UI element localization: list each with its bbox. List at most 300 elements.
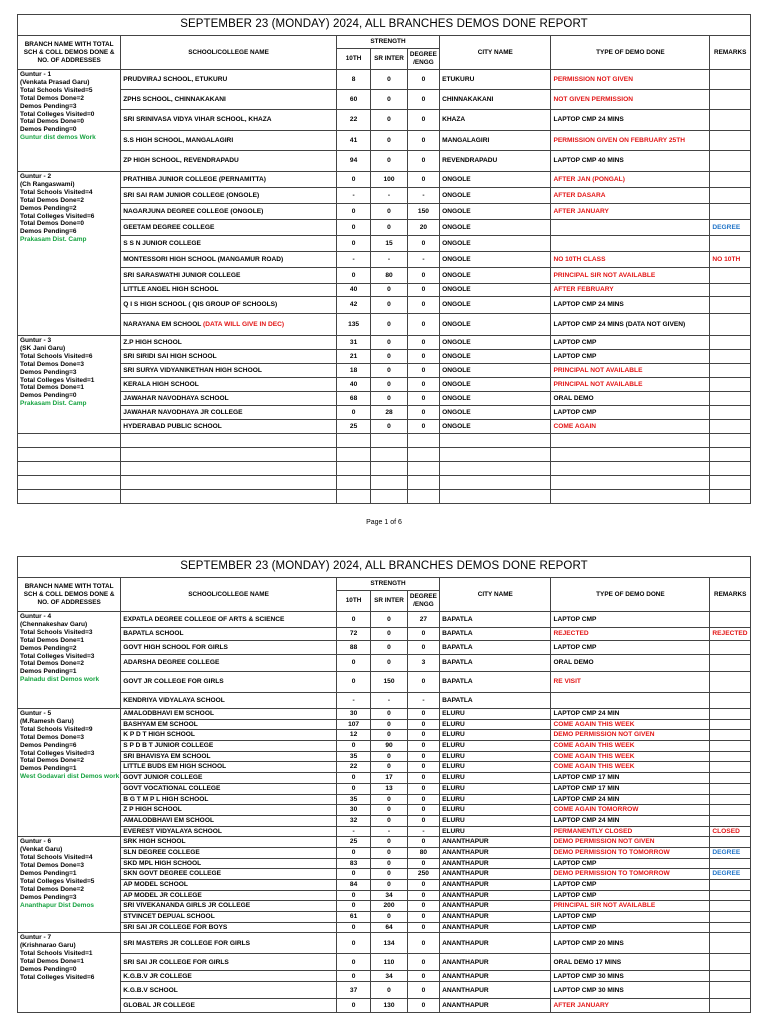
- sr-inter-count: 0: [371, 794, 407, 805]
- empty-row: [18, 462, 751, 476]
- table-row: [18, 336, 751, 350]
- school-name-cell: [121, 70, 337, 90]
- remarks: [710, 730, 751, 741]
- branch-summary-line: Total Colleges Visited=6: [20, 973, 95, 981]
- sr-inter-count: 28: [371, 406, 407, 420]
- city-name: CHINNAKAKANI: [440, 90, 551, 110]
- sr-inter-count: 0: [371, 284, 407, 297]
- demo-type: LAPTOP CMP: [551, 350, 710, 364]
- sr-inter-count: 100: [371, 172, 407, 188]
- sr-inter-count: 0: [371, 90, 407, 110]
- empty-cell: [18, 462, 121, 476]
- school-name: JAWAHAR NAVODHAYA SCHOOL: [123, 394, 229, 402]
- sr-inter-count: -: [371, 188, 407, 204]
- school-name-note: (DATA WILL GIVE IN DEC): [201, 320, 285, 328]
- branch-summary-line: Demos Pending=3: [20, 893, 77, 901]
- degree-count: 80: [407, 847, 439, 858]
- demo-type: LAPTOP CMP 20 MINS: [551, 933, 710, 954]
- demo-type: PRINCIPAL NOT AVAILABLE: [551, 364, 710, 378]
- city-name: ELURU: [440, 783, 551, 794]
- degree-count: 0: [407, 933, 439, 954]
- city-name: ANANTHAPUR: [440, 954, 551, 971]
- city-name: BAPATLA: [440, 612, 551, 628]
- branch-summary-line: Total Demos Done=0: [20, 220, 84, 228]
- tenth-count: 31: [336, 336, 370, 350]
- empty-cell: [440, 476, 551, 490]
- demo-type: NO 10TH CLASS: [551, 252, 710, 268]
- table-row: [18, 971, 751, 982]
- table-row: [18, 794, 751, 805]
- table-row: [18, 858, 751, 869]
- city-name: MANGALAGIRI: [440, 131, 551, 151]
- sr-inter-count: 200: [371, 901, 407, 912]
- remarks: [710, 110, 751, 131]
- school-name-cell: [121, 826, 337, 837]
- degree-count: 0: [407, 641, 439, 655]
- sr-inter-count: 0: [371, 204, 407, 220]
- city-name: ONGOLE: [440, 252, 551, 268]
- degree-count: 0: [407, 236, 439, 252]
- tenth-count: 30: [336, 805, 370, 816]
- city-name: ONGOLE: [440, 314, 551, 336]
- header-demo: TYPE OF DEMO DONE: [551, 36, 710, 70]
- table-row: [18, 693, 751, 709]
- school-name-cell: [121, 364, 337, 378]
- demo-type: COME AGAIN THIS WEEK: [551, 741, 710, 752]
- sr-inter-count: 0: [371, 762, 407, 773]
- tenth-count: 0: [336, 204, 370, 220]
- branch-note: Prakasam Dist. Camp: [20, 236, 87, 244]
- school-name: S.S HIGH SCHOOL, MANGALAGIRI: [123, 136, 234, 144]
- degree-count: 0: [407, 971, 439, 982]
- city-name: BAPATLA: [440, 672, 551, 693]
- branch-summary-line: Demos Pending=0: [20, 392, 77, 400]
- branch-summary: [18, 837, 121, 933]
- demo-type: ORAL DEMO: [551, 392, 710, 406]
- school-name: KENDRIYA VIDYALAYA SCHOOL: [123, 696, 225, 704]
- school-name-cell: [121, 336, 337, 350]
- city-name: ANANTHAPUR: [440, 847, 551, 858]
- demo-type: LAPTOP CMP 24 MIN: [551, 794, 710, 805]
- degree-count: 0: [407, 954, 439, 971]
- degree-count: 0: [407, 314, 439, 336]
- branch-summary-line: Total Schools Visited=5: [20, 86, 93, 94]
- tenth-count: 0: [336, 901, 370, 912]
- branch-summary-line: Guntur - 7: [20, 934, 52, 942]
- tenth-count: 30: [336, 709, 370, 720]
- branch-summary-line: Total Demos Done=1: [20, 636, 84, 644]
- demo-type: LAPTOP CMP 17 MIN: [551, 773, 710, 784]
- empty-cell: [18, 476, 121, 490]
- empty-cell: [551, 434, 710, 448]
- tenth-count: 0: [336, 971, 370, 982]
- degree-count: 0: [407, 350, 439, 364]
- remarks: DEGREE: [710, 869, 751, 880]
- degree-count: 0: [407, 730, 439, 741]
- demo-type: AFTER JANUARY: [551, 204, 710, 220]
- tenth-count: 135: [336, 314, 370, 336]
- empty-row: [18, 434, 751, 448]
- sr-inter-count: 0: [371, 612, 407, 628]
- school-name: SRI SARASWATHI JUNIOR COLLEGE: [123, 271, 241, 279]
- table-row: [18, 406, 751, 420]
- branch-summary-line: Total Demos Done=2: [20, 885, 84, 893]
- degree-count: 3: [407, 655, 439, 672]
- degree-count: 0: [407, 110, 439, 131]
- demo-type: PRINCIPAL SIR NOT AVAILABLE: [551, 268, 710, 284]
- report-table-page-2: [17, 556, 751, 1013]
- branch-summary-line: Demos Pending=1: [20, 765, 77, 773]
- remarks: [710, 805, 751, 816]
- header-demo: TYPE OF DEMO DONE: [551, 578, 710, 612]
- school-name-cell: [121, 612, 337, 628]
- tenth-count: 35: [336, 794, 370, 805]
- city-name: ELURU: [440, 773, 551, 784]
- empty-cell: [18, 448, 121, 462]
- table-row: [18, 999, 751, 1013]
- city-name: ONGOLE: [440, 336, 551, 350]
- branch-summary-line: Total Demos Done=1: [20, 384, 84, 392]
- remarks: [710, 751, 751, 762]
- remarks: [710, 762, 751, 773]
- sr-inter-count: 0: [371, 880, 407, 891]
- demo-type: PRINCIPAL NOT AVAILABLE: [551, 378, 710, 392]
- header-school: SCHOOL/COLLEGE NAME: [121, 578, 337, 612]
- table-row: [18, 869, 751, 880]
- degree-count: 0: [407, 268, 439, 284]
- degree-count: 0: [407, 880, 439, 891]
- branch-summary-line: Demos Pending=0: [20, 126, 77, 134]
- school-name-cell: [121, 999, 337, 1013]
- demo-type: AFTER DASARA: [551, 188, 710, 204]
- school-name-cell: [121, 90, 337, 110]
- city-name: ANANTHAPUR: [440, 999, 551, 1013]
- tenth-count: 83: [336, 858, 370, 869]
- remarks: [710, 378, 751, 392]
- demo-type: [551, 693, 710, 709]
- school-name: AP MODEL JR COLLEGE: [123, 891, 202, 899]
- tenth-count: 0: [336, 672, 370, 693]
- degree-count: 0: [407, 773, 439, 784]
- remarks: [710, 151, 751, 172]
- branch-summary: [18, 172, 121, 336]
- remarks: [710, 297, 751, 314]
- school-name: SKN GOVT DEGREE COLLEGE: [123, 870, 222, 878]
- school-name-cell: [121, 730, 337, 741]
- school-name: SRI SRINIVASA VIDYA VIHAR SCHOOL, KHAZA: [123, 116, 272, 124]
- branch-note: Prakasam Dist. Camp: [20, 400, 87, 408]
- remarks: [710, 773, 751, 784]
- branch-note: Guntur dist demos Work: [20, 134, 96, 142]
- school-name: SRI SAI JR COLLEGE FOR GIRLS: [123, 958, 229, 966]
- school-name-cell: [121, 805, 337, 816]
- remarks: [710, 890, 751, 901]
- sr-inter-count: 0: [371, 131, 407, 151]
- branch-summary-line: Guntur - 5: [20, 710, 52, 717]
- school-name: Z P HIGH SCHOOL: [123, 806, 182, 814]
- remarks: [710, 815, 751, 826]
- demo-type: LAPTOP CMP: [551, 912, 710, 923]
- remarks: [710, 188, 751, 204]
- sr-inter-count: 110: [371, 954, 407, 971]
- empty-cell: [407, 448, 439, 462]
- branch-summary-line: Demos Pending=1: [20, 869, 77, 877]
- city-name: ELURU: [440, 762, 551, 773]
- branch-summary-line: Total Schools Visited=4: [20, 854, 93, 862]
- degree-count: 0: [407, 912, 439, 923]
- table-row: [18, 912, 751, 923]
- degree-count: 0: [407, 982, 439, 999]
- degree-count: 0: [407, 741, 439, 752]
- demo-type: NOT GIVEN PERMISSION: [551, 90, 710, 110]
- sr-inter-count: 80: [371, 268, 407, 284]
- remarks: [710, 858, 751, 869]
- city-name: BAPATLA: [440, 641, 551, 655]
- demo-type: LAPTOP CMP 24 MIN: [551, 709, 710, 720]
- degree-count: 250: [407, 869, 439, 880]
- school-name-cell: [121, 901, 337, 912]
- school-name-cell: [121, 284, 337, 297]
- school-name-cell: [121, 131, 337, 151]
- tenth-count: 88: [336, 641, 370, 655]
- remarks: [710, 837, 751, 848]
- school-name-cell: [121, 847, 337, 858]
- sr-inter-count: 0: [371, 220, 407, 236]
- sr-inter-count: 0: [371, 847, 407, 858]
- school-name: BAPATLA SCHOOL: [123, 630, 184, 638]
- degree-count: 0: [407, 783, 439, 794]
- city-name: ONGOLE: [440, 284, 551, 297]
- degree-count: 0: [407, 719, 439, 730]
- city-name: ANANTHAPUR: [440, 890, 551, 901]
- branch-summary-line: Demos Pending=2: [20, 644, 77, 652]
- empty-cell: [710, 476, 751, 490]
- sr-inter-count: 15: [371, 236, 407, 252]
- remarks: [710, 612, 751, 628]
- remarks: [710, 70, 751, 90]
- tenth-count: 0: [336, 847, 370, 858]
- demo-type: [551, 236, 710, 252]
- remarks: [710, 236, 751, 252]
- sr-inter-count: 0: [371, 151, 407, 172]
- empty-cell: [18, 434, 121, 448]
- branch-summary-line: Total Colleges Visited=0: [20, 110, 95, 118]
- school-name: AMALODBHAVI EM SCHOOL: [123, 710, 214, 718]
- sr-inter-count: 34: [371, 971, 407, 982]
- table-row: [18, 392, 751, 406]
- school-name-cell: [121, 378, 337, 392]
- branch-summary-line: Total Schools Visited=3: [20, 628, 93, 636]
- remarks: [710, 672, 751, 693]
- remarks: [710, 901, 751, 912]
- school-name-cell: [121, 922, 337, 933]
- tenth-count: 0: [336, 783, 370, 794]
- city-name: ONGOLE: [440, 297, 551, 314]
- demo-type: PRINCIPAL SIR NOT AVAILABLE: [551, 901, 710, 912]
- school-name: LITTLE ANGEL HIGH SCHOOL: [123, 286, 219, 294]
- city-name: ANANTHAPUR: [440, 869, 551, 880]
- degree-count: -: [407, 693, 439, 709]
- branch-summary-line: Total Colleges Visited=3: [20, 749, 95, 757]
- remarks: [710, 268, 751, 284]
- school-name: SRI SAI RAM JUNIOR COLLEGE (ONGOLE): [123, 191, 260, 199]
- tenth-count: 0: [336, 406, 370, 420]
- header-10th: 10TH: [336, 591, 370, 612]
- city-name: ONGOLE: [440, 268, 551, 284]
- table-row: [18, 826, 751, 837]
- school-name-cell: [121, 641, 337, 655]
- degree-count: 0: [407, 90, 439, 110]
- school-name: SRI SAI JR COLLEGE FOR BOYS: [123, 923, 228, 931]
- branch-summary-line: (M.Ramesh Garu): [20, 717, 74, 725]
- city-name: ONGOLE: [440, 392, 551, 406]
- school-name: ZP HIGH SCHOOL, REVENDRAPADU: [123, 157, 239, 165]
- school-name: AP MODEL SCHOOL: [123, 881, 188, 889]
- sr-inter-count: 0: [371, 869, 407, 880]
- sr-inter-count: 0: [371, 336, 407, 350]
- empty-cell: [551, 490, 710, 504]
- table-row: [18, 901, 751, 912]
- demo-type: COME AGAIN THIS WEEK: [551, 719, 710, 730]
- branch-summary-line: Demos Pending=2: [20, 204, 77, 212]
- degree-count: 0: [407, 628, 439, 641]
- empty-cell: [336, 448, 370, 462]
- tenth-count: 0: [336, 172, 370, 188]
- city-name: ELURU: [440, 719, 551, 730]
- remarks: [710, 999, 751, 1013]
- branch-summary: [18, 612, 121, 709]
- demo-type: LAPTOP CMP 40 MINS: [551, 151, 710, 172]
- remarks: [710, 783, 751, 794]
- remarks: [710, 655, 751, 672]
- demo-type: PERMANENTLY CLOSED: [551, 826, 710, 837]
- school-name-cell: [121, 110, 337, 131]
- school-name: K P D T HIGH SCHOOL: [123, 731, 195, 739]
- empty-cell: [407, 476, 439, 490]
- city-name: ONGOLE: [440, 236, 551, 252]
- table-row: [18, 220, 751, 236]
- remarks: [710, 922, 751, 933]
- tenth-count: 18: [336, 364, 370, 378]
- school-name: S S N JUNIOR COLLEGE: [123, 239, 201, 247]
- degree-count: 0: [407, 805, 439, 816]
- header-remarks: REMARKS: [710, 578, 751, 612]
- branch-summary-line: Demos Pending=6: [20, 741, 77, 749]
- city-name: ONGOLE: [440, 406, 551, 420]
- school-name-cell: [121, 220, 337, 236]
- degree-count: 0: [407, 901, 439, 912]
- tenth-count: 42: [336, 297, 370, 314]
- school-name: SLN DEGREE COLLEGE: [123, 848, 200, 856]
- school-name-cell: [121, 890, 337, 901]
- tenth-count: 0: [336, 655, 370, 672]
- city-name: ONGOLE: [440, 350, 551, 364]
- table-row: [18, 719, 751, 730]
- degree-count: 0: [407, 794, 439, 805]
- branch-summary-line: Total Schools Visited=9: [20, 725, 93, 733]
- table-row: [18, 90, 751, 110]
- branch-summary-line: Total Schools Visited=6: [20, 352, 93, 360]
- branch-summary-line: Total Demos Done=2: [20, 757, 84, 765]
- report-page-2: [17, 556, 751, 1013]
- empty-cell: [551, 462, 710, 476]
- tenth-count: 22: [336, 110, 370, 131]
- branch-summary-line: (Krishnarao Garu): [20, 942, 76, 950]
- school-name: HYDERABAD PUBLIC SCHOOL: [123, 422, 222, 430]
- table-row: [18, 890, 751, 901]
- city-name: ELURU: [440, 730, 551, 741]
- degree-count: 0: [407, 284, 439, 297]
- city-name: KHAZA: [440, 110, 551, 131]
- table-row: [18, 151, 751, 172]
- demo-type: AFTER JANUARY: [551, 999, 710, 1013]
- demo-type: LAPTOP CMP: [551, 858, 710, 869]
- school-name-cell: [121, 172, 337, 188]
- header-city: CITY NAME: [440, 578, 551, 612]
- empty-cell: [551, 476, 710, 490]
- degree-count: 20: [407, 220, 439, 236]
- table-row: [18, 188, 751, 204]
- school-name-cell: [121, 297, 337, 314]
- branch-summary-line: (Ch Rangaswami): [20, 180, 75, 188]
- city-name: ELURU: [440, 815, 551, 826]
- school-name-cell: [121, 880, 337, 891]
- school-name: K.G.B.V JR COLLEGE: [123, 972, 192, 980]
- sr-inter-count: 64: [371, 922, 407, 933]
- degree-count: 0: [407, 672, 439, 693]
- degree-count: 150: [407, 204, 439, 220]
- degree-count: 0: [407, 406, 439, 420]
- sr-inter-count: 0: [371, 751, 407, 762]
- school-name-cell: [121, 204, 337, 220]
- branch-note: Palnadu dist Demos work: [20, 676, 100, 684]
- branch-summary-line: Guntur - 2: [20, 173, 52, 180]
- remarks: [710, 204, 751, 220]
- remarks: [710, 392, 751, 406]
- demo-type: RE VISIT: [551, 672, 710, 693]
- school-name: GEETAM DEGREE COLLEGE: [123, 223, 215, 231]
- sr-inter-count: 130: [371, 999, 407, 1013]
- city-name: ONGOLE: [440, 220, 551, 236]
- remarks: [710, 982, 751, 999]
- table-row: [18, 672, 751, 693]
- sr-inter-count: 0: [371, 982, 407, 999]
- degree-count: 0: [407, 762, 439, 773]
- sr-inter-count: 0: [371, 912, 407, 923]
- school-name: K.G.B.V SCHOOL: [123, 986, 178, 994]
- school-name: LITTLE BUDS EM HIGH SCHOOL: [123, 763, 227, 771]
- city-name: ANANTHAPUR: [440, 922, 551, 933]
- school-name-cell: [121, 858, 337, 869]
- city-name: ANANTHAPUR: [440, 837, 551, 848]
- sr-inter-count: 0: [371, 719, 407, 730]
- degree-count: 0: [407, 378, 439, 392]
- sr-inter-count: 0: [371, 110, 407, 131]
- demo-type: COME AGAIN: [551, 420, 710, 434]
- table-row: [18, 314, 751, 336]
- school-name-cell: [121, 773, 337, 784]
- branch-summary: [18, 709, 121, 837]
- demo-type: DEMO PERMISSION NOT GIVEN: [551, 837, 710, 848]
- tenth-count: -: [336, 188, 370, 204]
- school-name: GOVT HIGH SCHOOL FOR GIRLS: [123, 643, 228, 651]
- sr-inter-count: 17: [371, 773, 407, 784]
- remarks: REJECTED: [710, 628, 751, 641]
- empty-cell: [371, 490, 407, 504]
- remarks: [710, 693, 751, 709]
- header-branch: BRANCH NAME WITH TOTAL SCH & COLL DEMOS DONE & NO. OF ADDRESSES: [18, 578, 121, 612]
- city-name: ELURU: [440, 751, 551, 762]
